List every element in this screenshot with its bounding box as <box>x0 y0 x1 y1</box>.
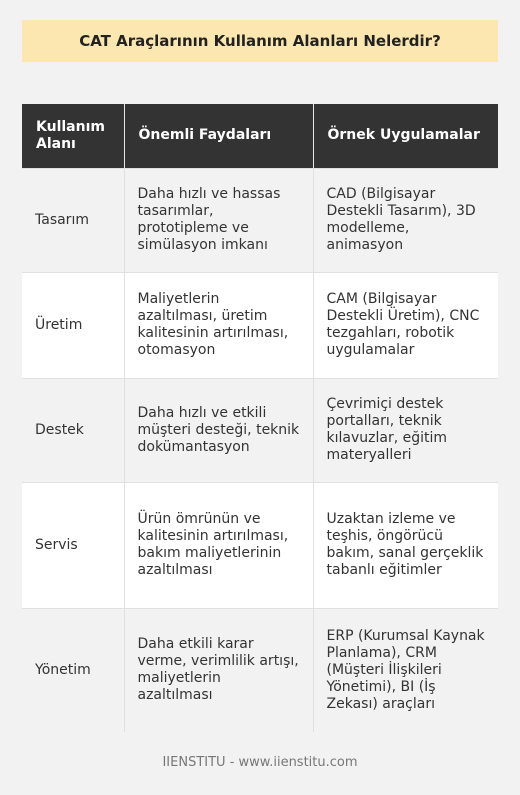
cell-benefits: Daha hızlı ve hassas tasarımlar, prototipleme ve simülasyon imkanı <box>124 168 313 272</box>
cell-benefits: Maliyetlerin azaltılması, üretim kalitesinin artırılması, otomasyon <box>124 272 313 378</box>
cell-benefits: Daha etkili karar verme, verimlilik artışı, maliyetlerin azaltılması <box>124 608 313 732</box>
cell-area: Servis <box>22 482 124 608</box>
cell-examples: CAM (Bilgisayar Destekli Üretim), CNC tezgahları, robotik uygulamalar <box>313 272 498 378</box>
cell-benefits: Ürün ömrünün ve kalitesinin artırılması, bakım maliyetlerinin azaltılması <box>124 482 313 608</box>
header-benefits: Önemli Faydaları <box>124 104 313 168</box>
cell-examples: Uzaktan izleme ve teşhis, öngörücü bakım, sanal gerçeklik tabanlı eğitimler <box>313 482 498 608</box>
cell-area: Tasarım <box>22 168 124 272</box>
cell-area: Destek <box>22 378 124 482</box>
usage-table <box>22 104 498 732</box>
table-row <box>22 482 498 608</box>
table-row <box>22 168 498 272</box>
header-usage-area: Kullanım Alanı <box>22 104 124 168</box>
cell-area: Yönetim <box>22 608 124 732</box>
cell-benefits: Daha hızlı ve etkili müşteri desteği, teknik dokümantasyon <box>124 378 313 482</box>
cell-area: Üretim <box>22 272 124 378</box>
table-row <box>22 378 498 482</box>
page-title: CAT Araçlarının Kullanım Alanları Nelerdir? <box>79 32 441 50</box>
cell-examples: CAD (Bilgisayar Destekli Tasarım), 3D modelleme, animasyon <box>313 168 498 272</box>
footer-credit: IIENSTITU - www.iienstitu.com <box>162 755 358 770</box>
table-row <box>22 272 498 378</box>
header-examples: Örnek Uygulamalar <box>313 104 498 168</box>
cell-examples: ERP (Kurumsal Kaynak Planlama), CRM (Müşteri İlişkileri Yönetimi), BI (İş Zekası) araçları <box>313 608 498 732</box>
title-banner <box>22 20 498 62</box>
table-header-row <box>22 104 498 168</box>
cell-examples: Çevrimiçi destek portalları, teknik kılavuzlar, eğitim materyalleri <box>313 378 498 482</box>
table-row <box>22 608 498 732</box>
